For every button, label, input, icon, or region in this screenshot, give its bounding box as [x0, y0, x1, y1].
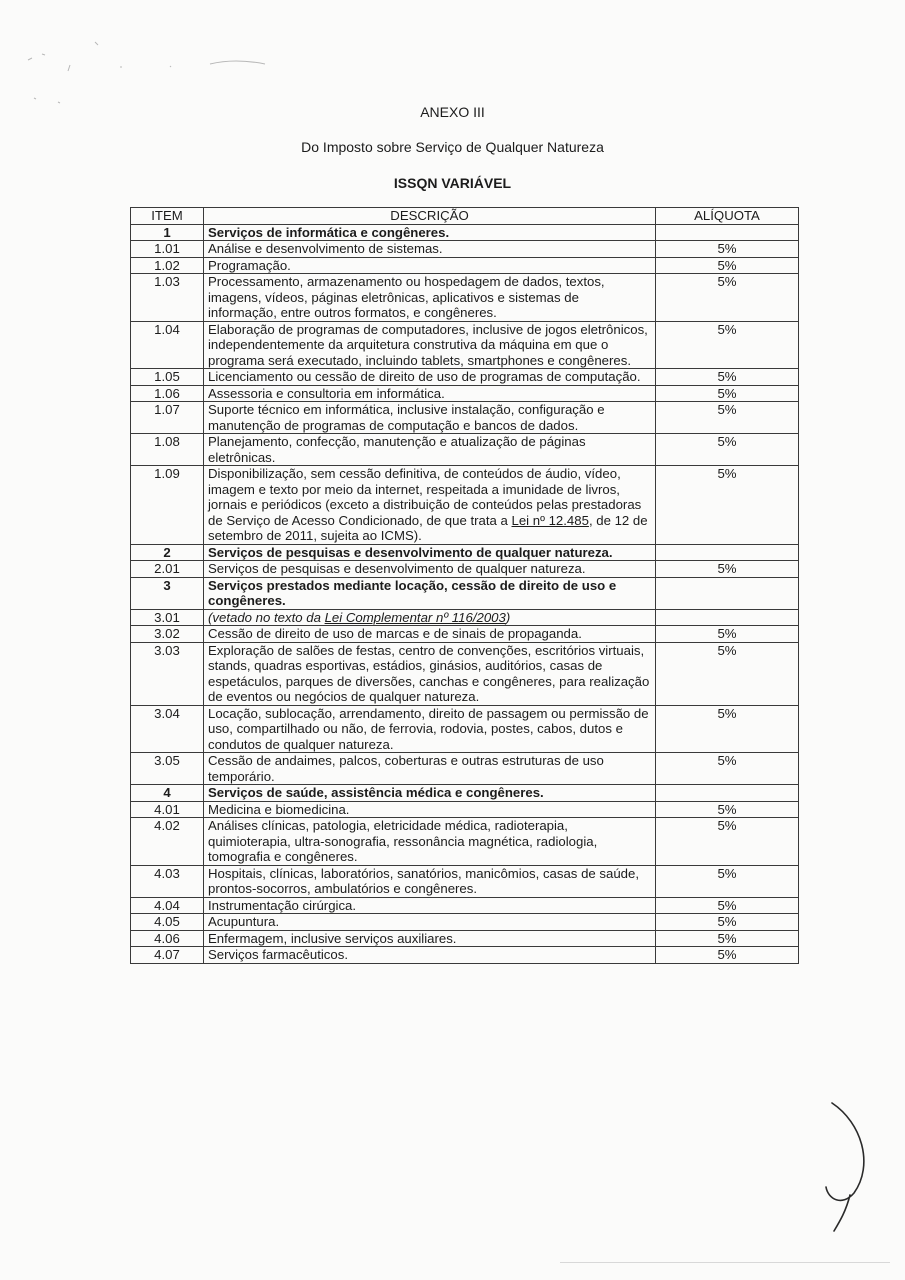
item-description: Assessoria e consultoria em informática. — [204, 385, 656, 402]
item-rate: 5% — [656, 705, 799, 753]
item-description: Serviços de pesquisas e desenvolvimento de qualquer natureza. — [204, 561, 656, 578]
table-row — [131, 947, 799, 964]
item-description: Análises clínicas, patologia, eletricidade médica, radioterapia, quimioterapia, ultra-sonografia, ressonância magnética, radiologia, tomografia e congêneres. — [204, 818, 656, 866]
annex-title: ANEXO III — [420, 104, 485, 120]
item-rate — [656, 544, 799, 561]
section-row — [131, 577, 799, 609]
item-rate: 5% — [656, 818, 799, 866]
table-row — [131, 466, 799, 545]
section-row — [131, 544, 799, 561]
item-description: Serviços de pesquisas e desenvolvimento de qualquer natureza. — [204, 544, 656, 561]
item-code: 4 — [131, 785, 204, 802]
table-row — [131, 609, 799, 626]
item-code: 3.04 — [131, 705, 204, 753]
item-rate: 5% — [656, 274, 799, 322]
item-description: Enfermagem, inclusive serviços auxiliares. — [204, 930, 656, 947]
tax-rate-table — [130, 207, 799, 964]
item-code: 1.02 — [131, 257, 204, 274]
item-rate: 5% — [656, 402, 799, 434]
item-description — [204, 466, 656, 545]
item-code: 3 — [131, 577, 204, 609]
item-rate: 5% — [656, 257, 799, 274]
item-code: 1 — [131, 224, 204, 241]
item-code: 4.03 — [131, 865, 204, 897]
description-text: (vetado no texto da — [208, 609, 325, 625]
item-rate: 5% — [656, 897, 799, 914]
item-description: Suporte técnico em informática, inclusive instalação, configuração e manutenção de programas de computação e bancos de dados. — [204, 402, 656, 434]
page-edge-line — [560, 1262, 890, 1263]
item-description: Cessão de direito de uso de marcas e de sinais de propaganda. — [204, 626, 656, 643]
item-description: Instrumentação cirúrgica. — [204, 897, 656, 914]
item-rate: 5% — [656, 801, 799, 818]
item-rate: 5% — [656, 626, 799, 643]
law-reference-link[interactable]: Lei Complementar nº 116/2003 — [324, 609, 506, 625]
item-code: 2.01 — [131, 561, 204, 578]
table-row — [131, 402, 799, 434]
item-rate: 5% — [656, 930, 799, 947]
table-row — [131, 369, 799, 386]
column-header-rate: ALÍQUOTA — [656, 208, 799, 225]
handwritten-signature — [810, 1095, 880, 1235]
item-rate: 5% — [656, 753, 799, 785]
table-row — [131, 241, 799, 258]
table-row — [131, 257, 799, 274]
item-code: 1.08 — [131, 434, 204, 466]
item-rate: 5% — [656, 947, 799, 964]
item-code: 3.03 — [131, 642, 204, 705]
table-row — [131, 434, 799, 466]
item-description: Análise e desenvolvimento de sistemas. — [204, 241, 656, 258]
item-code: 4.04 — [131, 897, 204, 914]
annex-subtitle: Do Imposto sobre Serviço de Qualquer Natureza — [301, 139, 604, 155]
item-rate: 5% — [656, 385, 799, 402]
item-code: 1.03 — [131, 274, 204, 322]
item-code: 4.05 — [131, 914, 204, 931]
table-row — [131, 561, 799, 578]
table-row — [131, 753, 799, 785]
item-code: 1.04 — [131, 321, 204, 369]
section-row — [131, 785, 799, 802]
item-description: Serviços prestados mediante locação, cessão de direito de uso e congêneres. — [204, 577, 656, 609]
description-text: ) — [505, 609, 511, 625]
item-description: Programação. — [204, 257, 656, 274]
item-rate — [656, 577, 799, 609]
item-description: Licenciamento ou cessão de direito de uso de programas de computação. — [204, 369, 656, 386]
table-row — [131, 274, 799, 322]
table-row — [131, 705, 799, 753]
item-code: 1.09 — [131, 466, 204, 545]
item-code: 3.05 — [131, 753, 204, 785]
item-description: Serviços de informática e congêneres. — [204, 224, 656, 241]
item-code: 4.06 — [131, 930, 204, 947]
column-header-item: ITEM — [131, 208, 204, 225]
law-reference-link[interactable]: Lei nº 12.485 — [511, 512, 589, 528]
item-code: 2 — [131, 544, 204, 561]
table-row — [131, 642, 799, 705]
table-title: ISSQN VARIÁVEL — [393, 175, 512, 191]
item-code: 3.02 — [131, 626, 204, 643]
item-description: Acupuntura. — [204, 914, 656, 931]
item-description: Serviços farmacêuticos. — [204, 947, 656, 964]
table-row — [131, 801, 799, 818]
table-row — [131, 818, 799, 866]
item-rate: 5% — [656, 561, 799, 578]
item-description — [204, 609, 656, 626]
table-row — [131, 321, 799, 369]
item-code: 1.06 — [131, 385, 204, 402]
item-code: 1.07 — [131, 402, 204, 434]
item-rate: 5% — [656, 241, 799, 258]
item-code: 4.02 — [131, 818, 204, 866]
item-description: Hospitais, clínicas, laboratórios, sanatórios, manicômios, casas de saúde, prontos-socorros, ambulatórios e congêneres. — [204, 865, 656, 897]
item-rate: 5% — [656, 642, 799, 705]
item-code: 1.01 — [131, 241, 204, 258]
item-rate: 5% — [656, 865, 799, 897]
table-body — [131, 224, 799, 963]
item-rate: 5% — [656, 466, 799, 545]
item-code: 4.01 — [131, 801, 204, 818]
item-description: Planejamento, confecção, manutenção e atualização de páginas eletrônicas. — [204, 434, 656, 466]
item-description: Exploração de salões de festas, centro de convenções, escritórios virtuais, stands, quadras esportivas, estádios, ginásios, auditórios, casas de espetáculos, parques de diversões, canchas e congêneres, para realização de eventos ou negócios de qualquer natureza. — [204, 642, 656, 705]
item-description: Elaboração de programas de computadores, inclusive de jogos eletrônicos, independentemente da arquitetura construtiva da máquina em que o programa será executado, incluindo tablets, smartphones e congêneres. — [204, 321, 656, 369]
item-rate: 5% — [656, 369, 799, 386]
table-header-row — [131, 208, 799, 225]
item-code: 4.07 — [131, 947, 204, 964]
item-code: 1.05 — [131, 369, 204, 386]
table-row — [131, 930, 799, 947]
table-row — [131, 897, 799, 914]
table-row — [131, 385, 799, 402]
item-description: Locação, sublocação, arrendamento, direito de passagem ou permissão de uso, compartilhado ou não, de ferrovia, rodovia, postes, cabos, dutos e condutos de qualquer natureza. — [204, 705, 656, 753]
item-rate — [656, 224, 799, 241]
table-row — [131, 914, 799, 931]
item-code: 3.01 — [131, 609, 204, 626]
item-rate: 5% — [656, 321, 799, 369]
item-description: Processamento, armazenamento ou hospedagem de dados, textos, imagens, vídeos, páginas eletrônicas, aplicativos e sistemas de informação, entre outros formatos, e congêneres. — [204, 274, 656, 322]
table-row — [131, 865, 799, 897]
column-header-description: DESCRIÇÃO — [204, 208, 656, 225]
description-text: Disponibilização, sem cessão definitiva, de conteúdos de áudio, vídeo, imagem e texto por meio da internet, respeitada a imunidade de livros, jornais e periódicos (exceto a distribuição de conteúdos pelas prestadoras de Serviço de Acesso Condicionado, de que trata a — [208, 466, 642, 528]
item-rate: 5% — [656, 434, 799, 466]
item-rate: 5% — [656, 914, 799, 931]
item-description: Serviços de saúde, assistência médica e congêneres. — [204, 785, 656, 802]
item-description: Cessão de andaimes, palcos, coberturas e outras estruturas de uso temporário. — [204, 753, 656, 785]
item-rate — [656, 785, 799, 802]
section-row — [131, 224, 799, 241]
description-text: , de 12 de setembro de 2011, sujeita ao ICMS). — [208, 512, 648, 543]
table-row — [131, 626, 799, 643]
item-rate — [656, 609, 799, 626]
item-description: Medicina e biomedicina. — [204, 801, 656, 818]
